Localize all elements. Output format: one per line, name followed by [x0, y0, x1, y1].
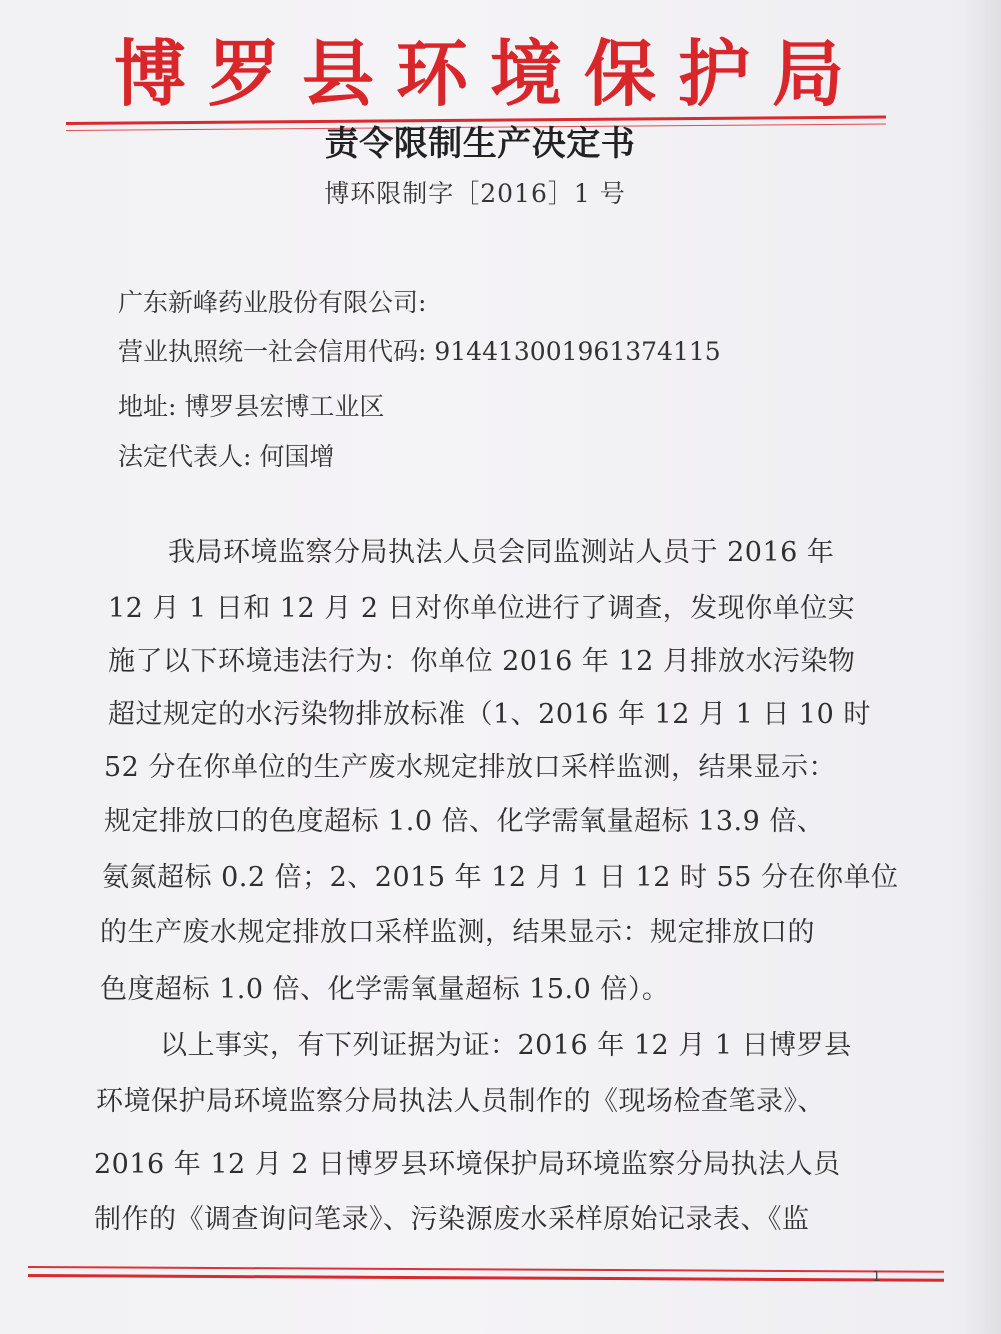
body-line-3: 施了以下环境违法行为：你单位 2016 年 12 月排放水污染物	[108, 646, 856, 677]
addressee-credit-code: 营业执照统一社会信用代码: 914413001961374115	[118, 337, 721, 366]
addressee-address: 地址: 博罗县宏博工业区	[118, 392, 385, 421]
body-line-12: 2016 年 12 月 2 日博罗县环境保护局环境监察分局执法人员	[94, 1149, 841, 1180]
body-line-6: 规定排放口的色度超标 1.0 倍、化学需氧量超标 13.9 倍、	[104, 806, 825, 837]
page-number: 1	[872, 1269, 881, 1285]
body-line-9: 色度超标 1.0 倍、化学需氧量超标 15.0 倍）。	[100, 974, 670, 1005]
addressee-legal-representative: 法定代表人: 何国增	[118, 442, 335, 471]
body-line-7: 氨氮超标 0.2 倍；2、2015 年 12 月 1 日 12 时 55 分在你单位	[102, 862, 899, 893]
footer-red-rule-thin	[28, 1266, 944, 1273]
agency-header-title: 博罗县环境保护局	[113, 31, 866, 116]
body-line-10: 以上事实，有下列证据为证：2016 年 12 月 1 日博罗县	[160, 1030, 852, 1061]
body-line-2: 12 月 1 日和 12 月 2 日对你单位进行了调查，发现你单位实	[108, 593, 856, 624]
footer-red-rule-thick	[28, 1274, 944, 1282]
document-number: 博环限制字［2016］1 号	[324, 179, 626, 208]
decision-title: 责令限制生产决定书	[324, 124, 636, 164]
body-line-5: 52 分在你单位的生产废水规定排放口采样监测，结果显示：	[104, 752, 836, 783]
body-line-13: 制作的《调查询问笔录》、污染源废水采样原始记录表、《监	[94, 1204, 810, 1235]
body-line-11: 环境保护局环境监察分局执法人员制作的《现场检查笔录》、	[96, 1086, 825, 1117]
paper-shadow-edge	[963, 0, 1001, 1334]
body-line-8: 的生产废水规定排放口采样监测，结果显示：规定排放口的	[100, 917, 815, 948]
body-line-4: 超过规定的水污染物排放标准（1、2016 年 12 月 1 日 10 时	[108, 699, 871, 730]
addressee-company: 广东新峰药业股份有限公司:	[118, 288, 427, 317]
body-line-1: 我局环境监察分局执法人员会同监测站人员于 2016 年	[168, 537, 835, 568]
